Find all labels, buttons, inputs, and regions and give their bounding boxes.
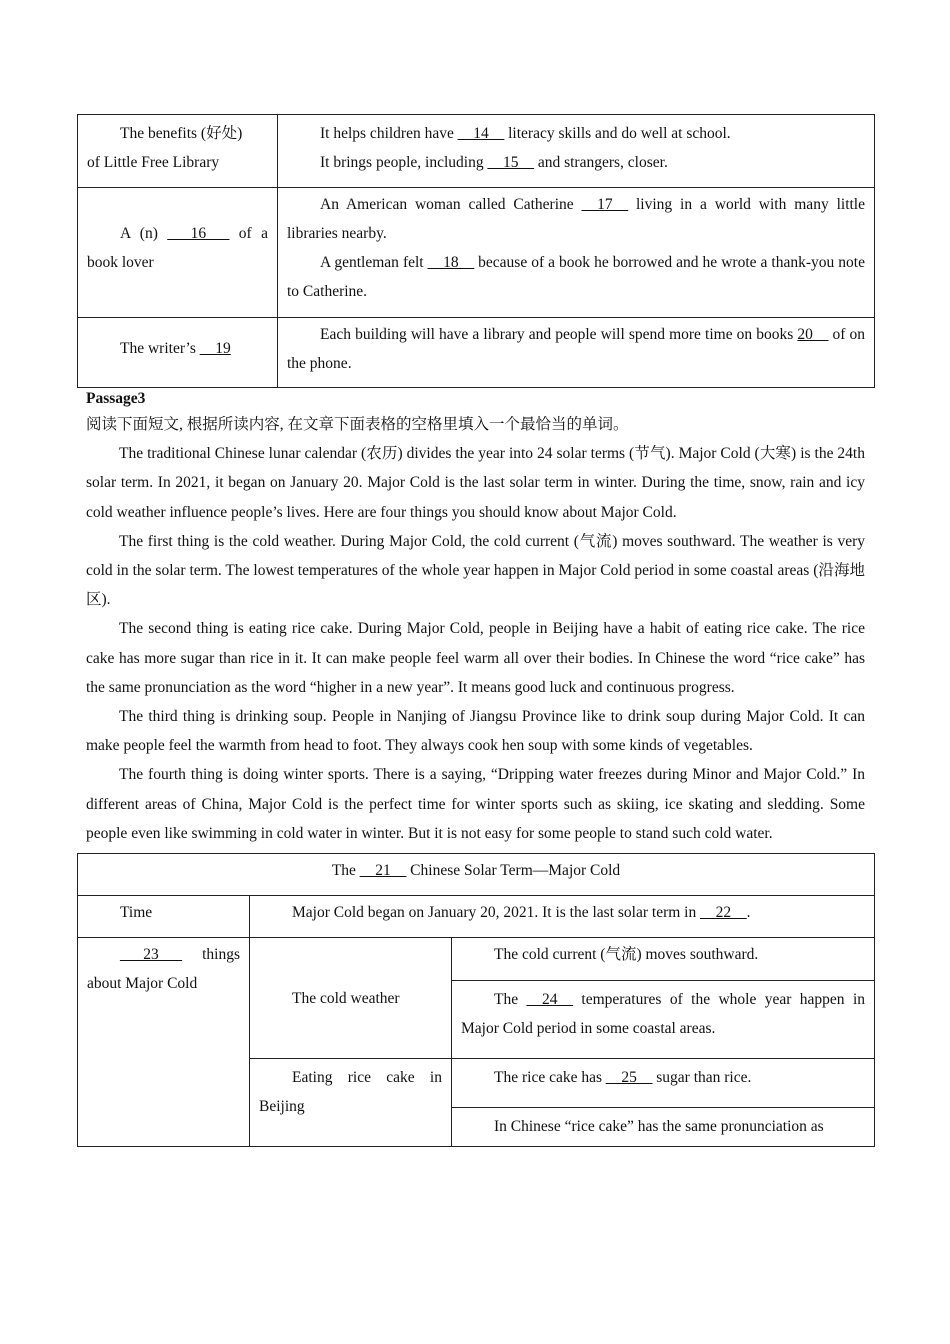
text: The cold current (气流) moves southward. (494, 946, 759, 964)
table-row (78, 854, 875, 896)
blank-25[interactable]: __25__ (605, 1069, 653, 1087)
passage-title: Passage3 (86, 390, 146, 407)
blank-18[interactable]: __18__ (427, 254, 475, 271)
row-label (78, 938, 250, 1147)
text: Eating rice cake in Beijing (259, 1069, 442, 1116)
table-row (78, 938, 875, 981)
text: sugar than rice. (652, 1069, 752, 1087)
text: Major Cold began on January 20, 2021. It is the last solar term in (292, 904, 701, 922)
blank-20[interactable]: 20__ (797, 326, 829, 343)
text: In Chinese “rice cake” has the same pronunciation as (494, 1118, 824, 1136)
blank-16[interactable]: ___16___ (167, 225, 230, 242)
summary-table-2 (77, 853, 875, 1147)
text: Each building will have a library and people will spend more time on books (320, 326, 798, 343)
row-content (278, 188, 875, 318)
table-row (78, 896, 875, 938)
text: The cold weather (292, 989, 400, 1007)
blank-15[interactable]: __15__ (487, 154, 534, 171)
paragraph: The first thing is the cold weather. During Major Cold, the cold current (气流) moves southward. The weather is very cold in the solar term. The lowest temperatures of the whole year happen in Major Cold period in some coastal areas (沿海地区). (86, 532, 865, 609)
row-label (78, 318, 278, 388)
row-content (278, 115, 875, 188)
blank-17[interactable]: __17__ (581, 196, 629, 213)
row-label (78, 896, 250, 938)
table-row (78, 115, 875, 188)
document-page (77, 114, 874, 1147)
topic-cell (250, 938, 452, 1059)
row-content (278, 318, 875, 388)
row-label (78, 188, 278, 318)
blank-14[interactable]: __14__ (457, 125, 505, 142)
time-label: Time (120, 904, 153, 922)
row-content (250, 896, 875, 938)
text: It brings people, including (320, 154, 488, 171)
text: and strangers, closer. (533, 154, 668, 171)
blank-19[interactable]: __19 (199, 340, 231, 357)
topic-cell (250, 1059, 452, 1147)
text: A gentleman felt (320, 254, 428, 271)
text: . (746, 904, 751, 922)
row-label (78, 115, 278, 188)
text: The rice cake has (494, 1069, 606, 1087)
text: of a book lover (87, 225, 268, 271)
text: It helps children have (320, 125, 458, 142)
label-text: of Little Free Library (87, 154, 220, 171)
row-content (452, 938, 875, 981)
table-row (78, 318, 875, 388)
paragraph: The fourth thing is doing winter sports. There is a saying, “Dripping water freezes during Minor and Major Cold.” In different areas of China, Major Cold is the perfect time for winter sports such as skiing, ice skating and sledding. Some people even like swimming in cold water in winter. But it is not easy for some people to stand such cold water. (86, 766, 865, 842)
text: living in a world with many little libraries nearby. (287, 196, 865, 242)
table-row (78, 188, 875, 318)
text: The (331, 862, 360, 880)
passage-section (76, 388, 875, 848)
text: literacy skills and do well at school. (504, 125, 731, 142)
instruction-text: 阅读下面短文, 根据所读内容, 在文章下面表格的空格里填入一个最恰当的单词。 (86, 416, 629, 433)
text: The (494, 991, 527, 1009)
text: An American woman called Catherine (320, 196, 582, 213)
table-header (78, 854, 875, 896)
blank-21[interactable]: __21__ (359, 862, 407, 880)
summary-table-1 (77, 114, 875, 388)
text: of on the phone. (287, 326, 865, 372)
label-text: The benefits (好处) (120, 125, 243, 142)
blank-23[interactable]: ___23___ (120, 946, 182, 964)
text: Chinese Solar Term—Major Cold (406, 862, 621, 880)
row-content (452, 1059, 875, 1108)
text: The writer’s (120, 340, 200, 357)
text: A (n) (120, 225, 168, 242)
text: because of a book he borrowed and he wrote a thank-you note to Catherine. (287, 254, 865, 300)
paragraph: The second thing is eating rice cake. During Major Cold, people in Beijing have a habit of eating rice cake. The rice cake has more sugar than rice in it. It can make people feel warm all over their bodies. In Chinese the word “rice cake” has the same pronunciation as the word “higher in a new year”. It means good luck and continuous progress. (86, 620, 865, 696)
text: temperatures of the whole year happen in Major Cold period in some coastal areas. (461, 991, 866, 1038)
row-content (452, 1108, 875, 1147)
paragraph: The traditional Chinese lunar calendar (农历) divides the year into 24 solar terms (节气). Major Cold (大寒) is the 24th solar term. In 2021, it began on January 20. Major Cold is the last solar term in winter. During the time, snow, rain and icy cold weather influence people’s lives. Here are four things you should know about Major Cold. (86, 445, 865, 521)
text: things about Major Cold (87, 946, 240, 993)
blank-24[interactable]: __24__ (526, 991, 573, 1009)
paragraph: The third thing is drinking soup. People in Nanjing of Jiangsu Province like to drink soup during Major Cold. It can make people feel the warmth from head to foot. They always cook hen soup with some kinds of vegetables. (86, 708, 865, 755)
row-content (452, 981, 875, 1059)
blank-22[interactable]: __22__ (700, 904, 747, 922)
